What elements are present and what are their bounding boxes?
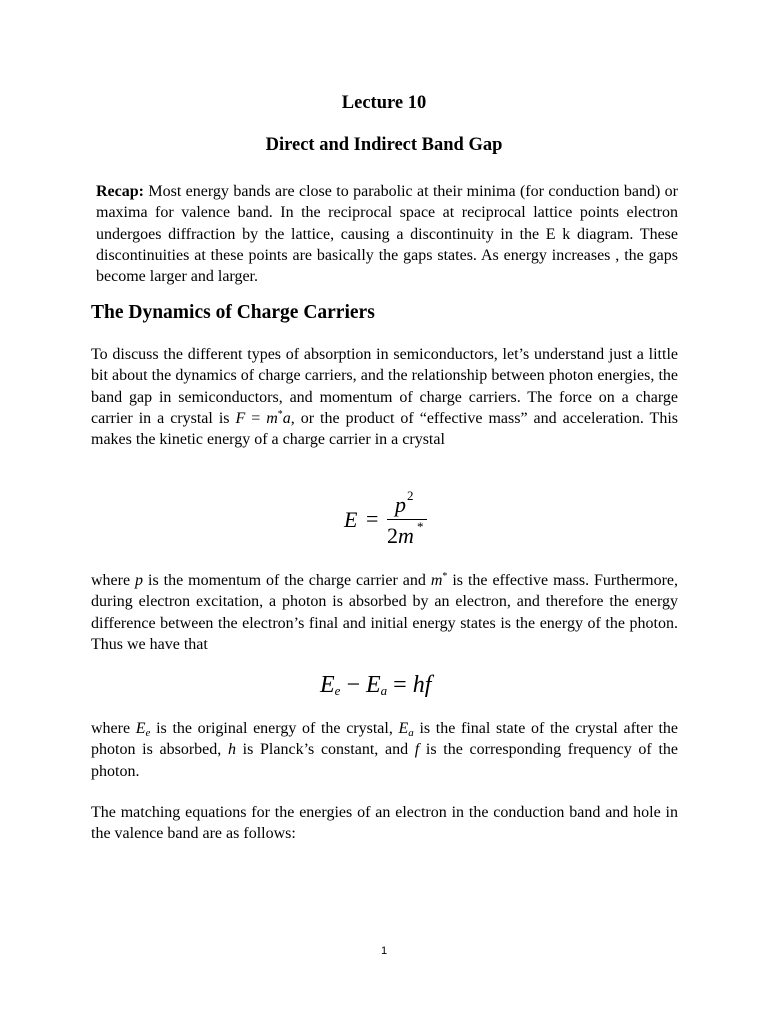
recap-label: Recap: <box>96 183 144 200</box>
para3-t4: is Planck’s constant, and <box>235 741 415 759</box>
eq2-minus: − <box>346 672 360 698</box>
paragraph-dynamics <box>91 344 678 450</box>
recap-text: Most energy bands are close to parabolic at their minima (for conduction band) or maxima for valence band. In the reciprocal space at reciprocal lattice points electron undergoes diffraction by the lattice, causing a discontinuity in the E k diagram. These discontinuities at these points are basically the gaps states. As energy increases , the gaps become larger and larger. <box>96 183 678 286</box>
para3-t2: is the original energy of the crystal, <box>150 720 399 737</box>
para1-text-b: , or the product of “effective mass” and acceleration. This makes the kinetic energy of a charge carrier in a crystal <box>91 409 678 449</box>
photon-energy-equation <box>320 672 470 708</box>
para2-star: * <box>442 571 448 582</box>
page-number: 1 <box>380 945 388 957</box>
eq2-sub-e: e <box>334 683 341 698</box>
para3-t1: where <box>91 720 136 737</box>
eq1-denominator-exponent: * <box>417 519 424 534</box>
para2-t2: is the momentum of the charge carrier and <box>143 572 431 589</box>
para1-mass-symbol: m <box>266 409 278 427</box>
paragraph-momentum <box>91 570 678 655</box>
para2-m-symbol: m <box>430 572 443 589</box>
recap-paragraph <box>96 181 678 287</box>
para2-t3: is the effective mass. Furthermore, during electron excitation, a photon is absorbed by an electron, and therefore the energy difference between the electron’s final and initial energy states is the energy of the photon. Thus we have that <box>91 572 679 653</box>
para3-Ea: E <box>398 720 409 737</box>
kinetic-energy-equation <box>340 490 450 554</box>
para1-star: * <box>277 408 283 420</box>
para3-t3: is the final state of the crystal after the photon is absorbed, <box>91 720 679 759</box>
lecture-title: Lecture 10 <box>341 93 427 113</box>
eq2-rhs: hf <box>412 672 432 698</box>
eq1-denominator-variable: m <box>398 523 414 548</box>
para3-h: h <box>227 741 236 759</box>
para3-Ee: E <box>135 720 146 737</box>
para1-accel-symbol: a <box>282 409 291 427</box>
eq2-E1: E <box>320 672 335 698</box>
para1-equals: = <box>245 409 267 427</box>
section-heading: The Dynamics of Charge Carriers <box>91 302 375 323</box>
eq2-equals: = <box>393 672 407 698</box>
eq1-equals: = <box>366 506 379 531</box>
eq1-numerator-exponent: 2 <box>407 488 414 503</box>
para2-t1: where <box>91 572 136 589</box>
eq1-lhs: E <box>344 507 358 532</box>
eq2-sub-a: a <box>380 683 388 698</box>
paragraph-energy-definitions <box>91 718 678 782</box>
lecture-subtitle: Direct and Indirect Band Gap <box>265 135 503 155</box>
para3-Ee-sub: e <box>145 727 151 739</box>
para3-f: f <box>414 741 420 759</box>
para1-text-a: To discuss the different types of absorption in semiconductors, let’s understand just a little bit about the dynamics of charge carriers, and the relationship between photon energies, the band gap in semiconductors, and momentum of charge carriers. The force on a charge carrier in a crystal is <box>91 346 678 427</box>
paragraph-matching-equations <box>91 802 678 845</box>
eq1-denominator-coefficient: 2 <box>387 523 398 548</box>
para1-force-symbol: F <box>235 409 246 427</box>
eq1-numerator: p <box>395 492 406 517</box>
para2-p-symbol: p <box>135 572 144 589</box>
eq2-E2: E <box>366 672 381 698</box>
para4-text: The matching equations for the energies of an electron in the conduction band and hole in the valence band are as follows: <box>91 804 678 843</box>
para3-t5: is the corresponding frequency of the photon. <box>91 741 679 780</box>
para3-Ea-sub: a <box>408 727 414 739</box>
